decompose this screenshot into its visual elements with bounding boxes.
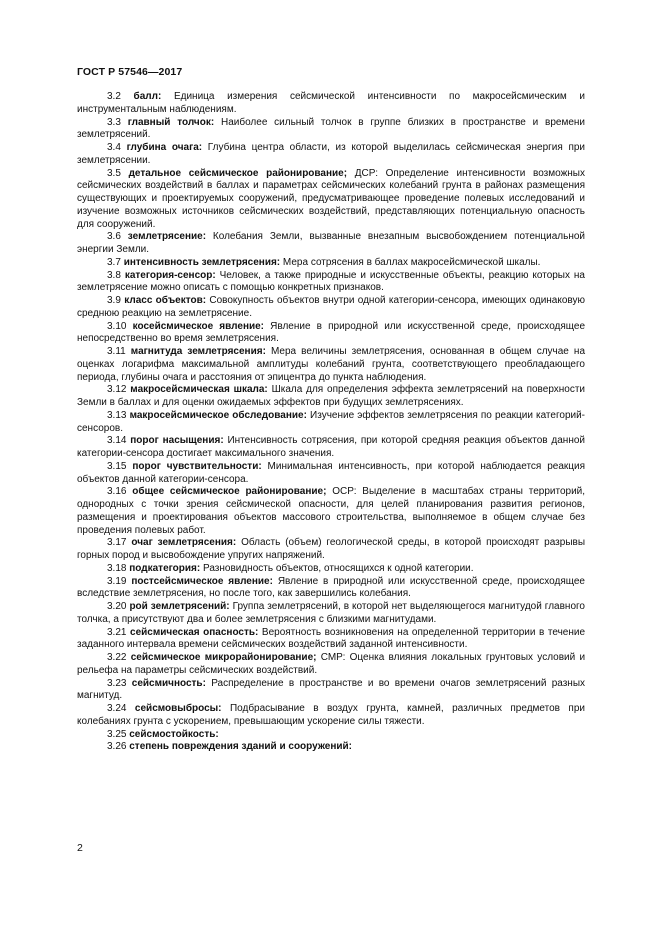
entry-definition: Наиболее сильный толчок в группе близких в пространстве и времени землетрясений. [77,116,586,141]
entry-number: 3.9 [107,295,121,306]
definition-entry [77,729,585,742]
entry-definition: Человек, а также природные и искусственные объекты, реакцию которых на землетрясение можно описать с помощью конкретных признаков. [77,269,585,294]
entry-number: 3.15 [107,460,127,472]
entry-term: очаг землетрясения: [131,537,237,549]
entry-term: землетрясение: [127,231,207,243]
entry-definition: Подбрасывание в воздух грунта, камней, различных предметов при колебаниях грунта с ускорением, превышающим ускорение силы тяжести. [77,703,585,727]
page-number: 2 [77,842,83,854]
entry-term: сейсмическая опасность: [130,626,259,638]
entry-term: глубина очага: [126,142,203,153]
entry-term: косейсмическое явление: [132,320,265,332]
definition-entry [77,321,585,347]
entry-term: порог чувствительности: [132,460,262,472]
entry-term: общее сейсмическое районирование; [132,486,327,498]
entry-definition: ДСР: Определение интенсивности возможных сейсмических воздействий в баллах и параметрах сейсмических колебаний грунта в районах размещения существующих и проектируемых сооружений, предусматривающее проведение полевых исследований и изучение возможных источников сейсмических воздействий, представляющих потенциальную опасность для сооружений. [77,167,585,230]
entry-definition: Глубина центра области, из которой выделилась сейсмическая энергия при землетрясении. [77,142,586,166]
entry-term: подкатегория: [129,562,201,574]
definition-entry [77,741,585,754]
entry-definition: Явление в природной или искусственной среде, происходящее непосредственно во время землетрясения. [77,320,586,345]
definition-entry [77,270,585,296]
entry-number: 3.16 [107,486,127,498]
entry-number: 3.7 [107,256,121,268]
entry-term: сейсмичность: [131,677,206,689]
entry-definition: СМР: Оценка влияния локальных грунтовых условий и рельефа на параметры сейсмических воздействий. [77,652,586,676]
entry-term: магнитуда землетрясения: [130,346,266,357]
entry-definition: Колебания Земли, вызванные внезапным высвобождением потенциальной энергии Земли. [77,231,585,255]
entry-term: рой землетрясений: [129,601,230,612]
definition-entry [77,563,585,576]
entry-definition: Единица измерения сейсмической интенсивности по макросейсмическим и инструментальным наблюдениям. [77,91,586,115]
entry-number: 3.5 [107,167,121,179]
entry-number: 3.12 [107,384,127,396]
entry-term: макросейсмическая шкала: [130,384,268,396]
definition-entry [77,576,585,602]
definition-entry [77,703,585,729]
definition-entry [77,410,585,436]
entry-term: макросейсмическое обследование: [129,409,307,421]
entry-number: 3.4 [107,142,121,153]
entry-number: 3.6 [107,231,121,243]
definition-entry [77,257,585,270]
entry-term: балл: [133,91,162,102]
entry-definition: Совокупность объектов внутри одной категории-сенсора, имеющих одинаковую среднюю реакцию на землетрясение. [77,295,586,319]
entry-term: класс объектов: [124,295,207,306]
entry-number: 3.11 [107,346,126,357]
entry-number: 3.26 [107,741,127,753]
entry-number: 3.2 [107,91,121,102]
definition-entry [77,231,585,257]
entry-definition: Вероятность возникновения на определенной территории в течение заданного интервала времени сейсмических воздействий заданной интенсивности. [77,626,586,651]
entry-term: интенсивность землетрясения: [123,256,281,268]
entry-number: 3.22 [107,652,127,663]
definitions-body [77,91,585,754]
definition-entry [77,384,585,410]
entry-term: порог насыщения: [130,435,224,447]
definition-entry [77,537,585,563]
definition-entry [77,678,585,704]
entry-number: 3.10 [107,320,127,332]
definition-entry [77,346,585,384]
entry-number: 3.23 [107,677,127,689]
entry-number: 3.8 [107,269,121,281]
entry-number: 3.18 [107,562,127,574]
entry-definition: ОСР: Выделение в масштабах страны территорий, однородных с точки зрения сейсмической опасности, для целей планирования развития регионов, размещения и проектирования объектов массового строительства, выполняемое в общем случае без проведения полевых работ. [77,486,586,536]
entry-term: постсейсмическое явление: [131,575,273,587]
entry-definition: Мера величины землетрясения, основанная в общем случае на оценках логарифма максимальной амплитуды колебаний грунта, соответствующего преобладающего периода, глубины очага и расстояния от эпицентра до пункта наблюдения. [77,346,586,383]
definition-entry [77,627,585,653]
entry-term: сейсмовыбросы: [134,703,222,714]
entry-number: 3.17 [107,537,127,549]
definition-entry [77,168,585,232]
entry-definition: Шкала для определения эффекта землетрясений на поверхности Земли в баллах и для оценки ожидаемых эффектов при будущих землетрясениях. [77,384,586,408]
definition-entry [77,652,585,678]
entry-definition: Разновидность объектов, относящихся к одной категории. [202,562,474,574]
definition-entry [77,142,585,168]
entry-definition: Мера сотрясения в баллах макросейсмической шкалы. [282,256,541,268]
entry-term: главный толчок: [127,116,215,128]
entry-number: 3.25 [107,728,127,740]
entry-definition: Распределение в пространстве и во времени очагов землетрясений разных магнитуд. [77,677,586,702]
definition-entry [77,486,585,537]
entry-number: 3.24 [107,703,127,714]
entry-term: степень повреждения зданий и сооружений: [129,741,353,753]
entry-definition: Явление в природной или искусственной среде, происходящее вследствие землетрясения, но после того, как завершились колебания. [77,575,585,600]
definition-entry [77,601,585,627]
entry-definition: Область (объем) геологической среды, в которой происходят разрывы горных пород и высвобождение упругих напряжений. [77,537,586,561]
entry-number: 3.3 [107,116,121,128]
definition-entry [77,91,585,117]
entry-number: 3.20 [107,601,127,612]
entry-term: сейсмическое микрорайонирование; [130,652,317,663]
entry-number: 3.21 [107,626,127,638]
entry-definition: Интенсивность сотрясения, при которой средняя реакция объектов данной категории-сенсора достигает максимального значения. [77,435,585,459]
entry-definition: Минимальная интенсивность, при которой наблюдается реакция объектов данной категории-сенсора. [77,460,585,485]
definition-entry [77,117,585,143]
entry-term: сейсмостойкость: [129,728,219,740]
definition-entry [77,461,585,487]
entry-number: 3.19 [107,575,127,587]
definition-entry [77,295,585,321]
entry-definition: Изучение эффектов землетрясения по реакции категорий-сенсоров. [77,409,586,434]
entry-term: детальное сейсмическое районирование; [128,167,348,179]
standard-header: ГОСТ Р 57546—2017 [77,66,183,78]
entry-number: 3.14 [107,435,127,447]
entry-definition: Группа землетрясений, в которой нет выделяющегося магнитудой главного толчка, а присутствуют два и более землетрясения с близкими магнитудами. [77,601,585,625]
entry-number: 3.13 [107,409,127,421]
entry-term: категория-сенсор: [124,269,216,281]
definition-entry [77,435,585,461]
